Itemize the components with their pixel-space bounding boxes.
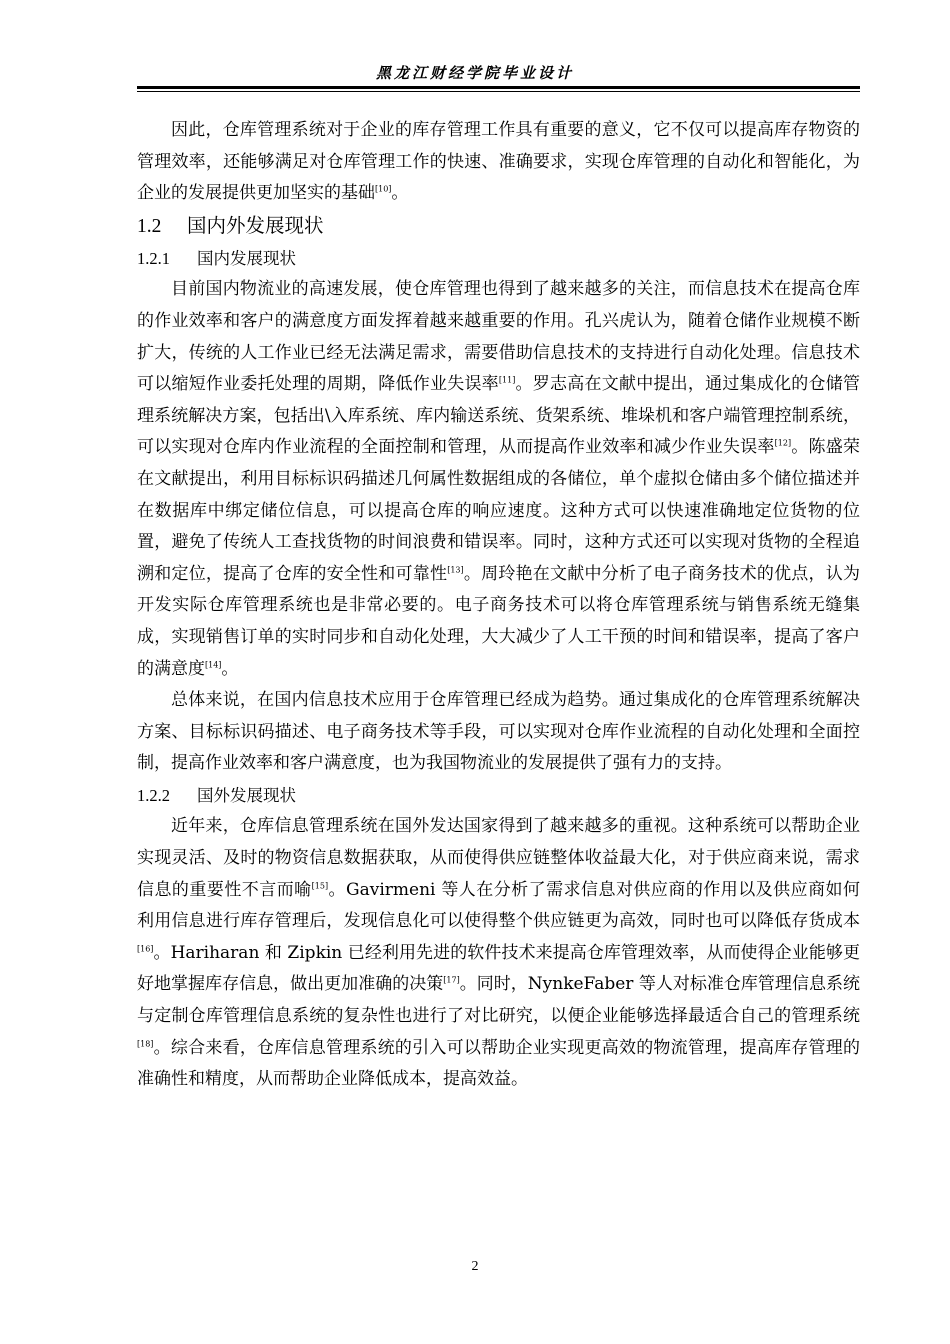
- paragraph-text: 。同时，NynkeFaber 等人对标准仓库管理信息系统与定制仓库管理信息系统的复杂性也进行了对比研究，以便企业能够选择最适合自己的管理系统: [137, 974, 860, 1027]
- header-rule-thick: [137, 86, 860, 89]
- page-number: 2: [471, 1259, 479, 1274]
- intro-end: 。: [391, 183, 409, 204]
- intro-text: 因此，仓库管理系统对于企业的库存管理工作具有重要的意义，它不仅可以提高库存物资的管理效率，还能够满足对仓库管理工作的快速、准确要求，实现仓库管理的自动化和智能化，为企业的发展提供更加坚实的基础: [137, 120, 860, 204]
- citation: [10]: [375, 184, 392, 194]
- citation: [12]: [774, 438, 792, 448]
- paragraph-text: 。陈盛荣在文献提出，利用目标标识码描述几何属性数据组成的各储位，单个虚拟仓储由多个储位描述并在数据库中绑定储位信息，可以提高仓库的响应速度。这种方式可以快速准确地定位货物的位置，避免了传统人工查找货物的时间浪费和错误率。同时，这种方式还可以实现对货物的全程追溯和定位，提高了仓库的安全性和可靠性: [137, 437, 861, 584]
- citation: [11]: [498, 375, 516, 385]
- section-number: 1.2: [137, 215, 162, 237]
- paragraph-text: 。Hariharan 和 Zipkin 已经利用先进的软件技术来提高仓库管理效率，从而使得企业能够更好地掌握库存信息，做出更加准确的决策: [137, 942, 860, 995]
- section-heading-1-2: [137, 210, 860, 243]
- citation: [15]: [311, 881, 329, 890]
- paragraph-text: 。: [221, 658, 239, 679]
- citation: [13]: [447, 565, 464, 575]
- paragraph-text: 。综合来看，仓库信息管理系统的引入可以帮助企业实现更高效的物流管理，提高库存管理的准确性和精度，从而帮助企业降低成本，提高效益。: [137, 1037, 860, 1090]
- citation: [17]: [443, 975, 460, 985]
- subsection-heading-1-2-1: [137, 243, 860, 275]
- subsection-title: 国内发展现状: [197, 248, 296, 268]
- page-header-title: 黑龙江财经学院毕业设计: [375, 64, 574, 82]
- paragraph-text: 。Gavirmeni 等人在分析了需求信息对供应商的作用以及供应商如何利用信息进行库存管理后，发现信息化可以使得整个供应链更为高效，同时也可以降低存货成本: [137, 879, 861, 932]
- section-title: 国内外发展现状: [187, 213, 324, 237]
- header-rule-thin: [137, 91, 860, 92]
- subsection-number: 1.2.2: [137, 785, 170, 805]
- paragraph-text: 。周玲艳在文献中分析了电子商务技术的优点，认为开发实际仓库管理系统也是非常必要的。电子商务技术可以将仓库管理系统与销售系统无缝集成，实现销售订单的实时同步和自动化处理，大大减少了人工干预的时间和错误率，提高了客户的满意度: [137, 563, 861, 679]
- paragraph-text: 目前国内物流业的高速发展，使仓库管理也得到了越来越多的关注，而信息技术在提高仓库的作业效率和客户的满意度方面发挥着越来越重要的作用。孔兴虎认为，随着仓储作业规模不断扩大，传统的人工作业已经无法满足需求，需要借助信息技术的支持进行自动化处理。信息技术可以缩短作业委托处理的周期，降低作业失误率: [137, 279, 860, 395]
- intro-paragraph: [137, 115, 860, 210]
- citation: [16]: [137, 944, 154, 954]
- foreign-paragraph-1: [137, 811, 860, 1095]
- citation: [18]: [137, 1038, 154, 1048]
- subsection-heading-1-2-2: [137, 780, 860, 812]
- domestic-paragraph-2: 总体来说，在国内信息技术应用于仓库管理已经成为趋势。通过集成化的仓库管理系统解决方案、目标标识码描述、电子商务技术等手段，可以实现对仓库作业流程的自动化处理和全面控制，提高作业效率和客户满意度，也为我国物流业的发展提供了强有力的支持。: [137, 690, 860, 774]
- subsection-title: 国外发展现状: [197, 785, 296, 805]
- paragraph-text: 近年来，仓库信息管理系统在国外发达国家得到了越来越多的重视。这种系统可以帮助企业实现灵活、及时的物资信息数据获取，从而使得供应链整体收益最大化，对于供应商来说，需求信息的重要性不言而喻: [137, 816, 860, 900]
- domestic-paragraph-1: [137, 274, 860, 685]
- document-body: [137, 115, 860, 1096]
- subsection-number: 1.2.1: [137, 248, 170, 268]
- citation: [14]: [205, 659, 222, 669]
- paragraph-text: 。罗志高在文献中提出，通过集成化的仓储管理系统解决方案，包括出\入库系统、库内输送系统、货架系统、堆垛机和客户端管理控制系统，可以实现对仓库内作业流程的全面控制和管理，从而提高作业效率和减少作业失误率: [137, 374, 860, 458]
